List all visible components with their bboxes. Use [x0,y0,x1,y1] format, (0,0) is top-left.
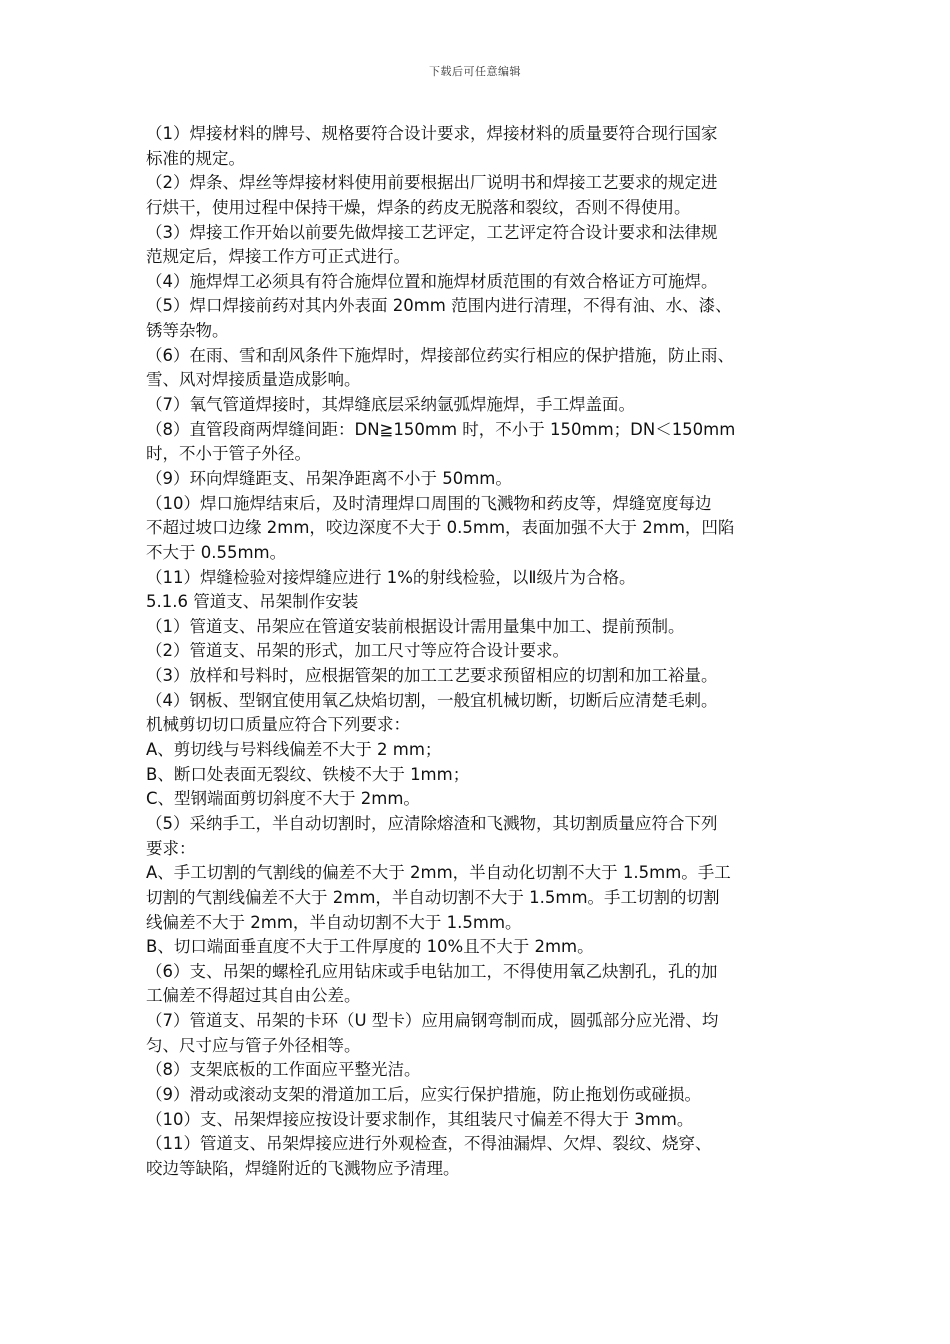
document-body [146,122,826,1182]
text-line: 锈等杂物。 [146,321,229,341]
text-line: 匀、尺寸应与管子外径相等。 [146,1035,361,1055]
text-line: 标准的规定。 [146,148,245,168]
text-line: （9）环向焊缝距支、吊架净距离不小于 50mm。 [146,468,512,488]
text-line: B、断口处表面无裂纹、铁棱不大于 1mm； [146,764,470,784]
text-line: 线偏差不大于 2mm，半自动切割不大于 1.5mm。 [146,912,522,932]
text-line: 时，不小于管子外径。 [146,444,311,464]
text-line: A、手工切割的气割线的偏差不大于 2mm，半自动化切割不大于 1.5mm。手工 [146,863,731,883]
text-line: （2）焊条、焊丝等焊接材料使用前要根据出厂说明书和焊接工艺要求的规定进 [146,173,718,193]
page-header-note: 下载后可任意编辑 [429,65,521,78]
text-line: 要求： [146,838,196,858]
text-line: 雪、风对焊接质量造成影响。 [146,370,361,390]
text-line: 范规定后，焊接工作方可正式进行。 [146,247,410,267]
text-line: （1）焊接材料的牌号、规格要符合设计要求，焊接材料的质量要符合现行国家 [146,124,718,143]
text-line: 不超过坡口边缘 2mm，咬边深度不大于 0.5mm，表面加强不大于 2mm，凹陷 [146,518,735,538]
text-line: 不大于 0.55mm。 [146,542,287,562]
text-line: A、剪切线与号料线偏差不大于 2 mm； [146,740,442,760]
text-line: C、型钢端面剪切斜度不大于 2mm。 [146,789,420,809]
text-line: （10）焊口施焊结束后，及时清理焊口周围的飞溅物和药皮等，焊缝宽度每边 [146,493,712,513]
text-line: （11）焊缝检验对接焊缝应进行 1%的射线检验，以Ⅱ级片为合格。 [146,567,636,587]
text-line: （3）放样和号料时，应根据管架的加工工艺要求预留相应的切割和加工裕量。 [146,666,718,686]
text-line: （9）滑动或滚动支架的滑道加工后，应实行保护措施，防止拖划伤或碰损。 [146,1084,701,1104]
text-line: B、切口端面垂直度不大于工件厚度的 10%且不大于 2mm。 [146,937,594,957]
text-line: （1）管道支、吊架应在管道安装前根据设计需用量集中加工、提前预制。 [146,616,685,636]
text-line: 切割的气割线偏差不大于 2mm，半自动切割不大于 1.5mm。手工切割的切割 [146,887,720,907]
text-line: （7）氧气管道焊接时，其焊缝底层采纳氩弧焊施焊，手工焊盖面。 [146,395,635,415]
text-line: （4）施焊焊工必须具有符合施焊位置和施焊材质范围的有效合格证方可施焊。 [146,271,718,291]
text-line: （10）支、吊架焊接应按设计要求制作，其组装尺寸偏差不得大于 3mm。 [146,1109,694,1129]
text-line: （6）在雨、雪和刮风条件下施焊时，焊接部位药实行相应的保护措施，防止雨、 [146,345,734,365]
text-line: 咬边等缺陷，焊缝附近的飞溅物应予清理。 [146,1158,460,1178]
text-line: （6）支、吊架的螺栓孔应用钻床或手电钻加工，不得使用氧乙炔割孔，孔的加 [146,961,718,981]
text-line: 行烘干，使用过程中保持干燥，焊条的药皮无脱落和裂纹，否则不得使用。 [146,197,691,217]
text-line: （8）直管段商两焊缝间距：DN≧150mm 时，不小于 150mm；DN＜150mm [146,419,736,439]
text-line: （5）采纳手工，半自动切割时，应清除熔渣和飞溅物，其切割质量应符合下列 [146,813,718,833]
text-line: 5.1.6 管道支、吊架制作安装 [146,592,359,612]
text-line: （3）焊接工作开始以前要先做焊接工艺评定，工艺评定符合设计要求和法律规 [146,222,718,242]
text-line: （2）管道支、吊架的形式，加工尺寸等应符合设计要求。 [146,641,569,661]
text-line: （4）钢板、型钢宜使用氧乙炔焰切割，一般宜机械切断，切断后应清楚毛刺。 [146,690,718,710]
text-line: （7）管道支、吊架的卡环（U 型卡）应用扁钢弯制而成，圆弧部分应光滑、均 [146,1011,719,1031]
text-line: （11）管道支、吊架焊接应进行外观检查，不得油漏焊、欠焊、裂纹、烧穿、 [146,1134,712,1154]
text-line: 工偏差不得超过其自由公差。 [146,986,361,1006]
text-line: （5）焊口焊接前药对其内外表面 20mm 范围内进行清理，不得有油、水、漆、 [146,296,732,316]
text-line: 机械剪切切口质量应符合下列要求： [146,715,410,735]
text-line: （8）支架底板的工作面应平整光洁。 [146,1060,421,1080]
